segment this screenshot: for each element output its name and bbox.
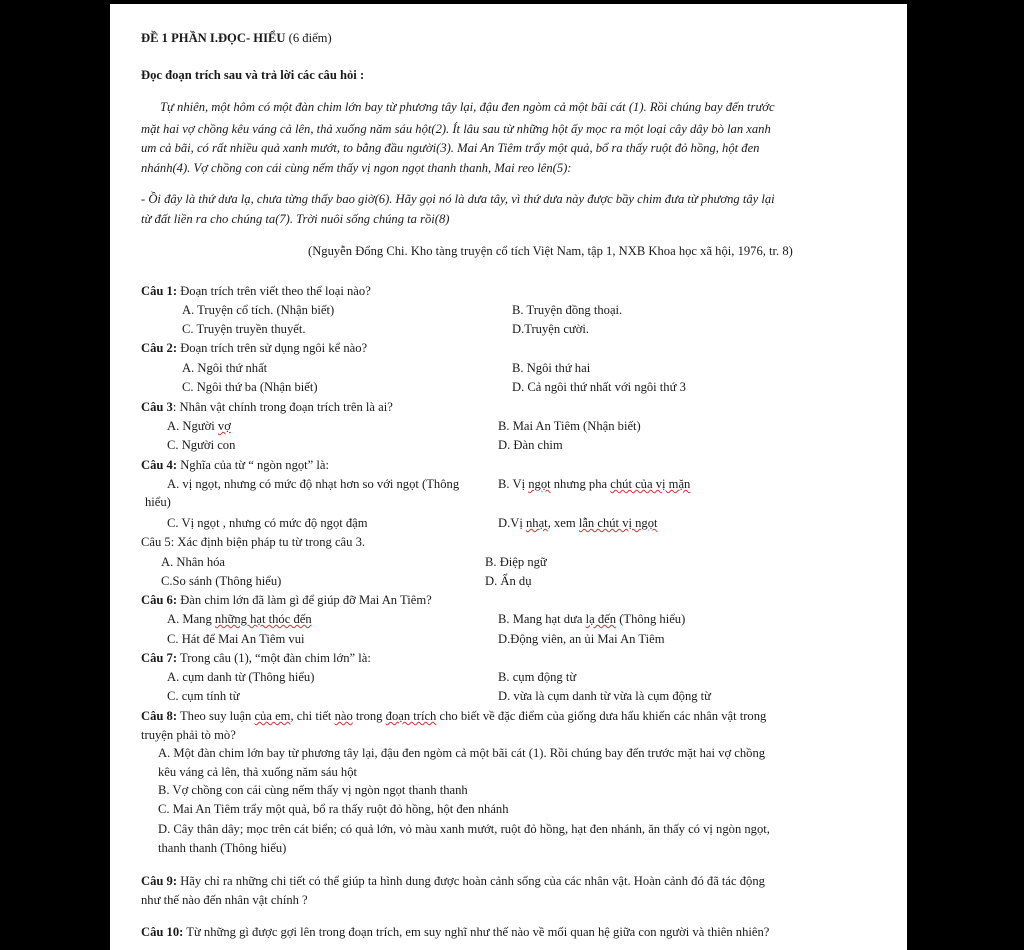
question-5: Câu 5: Xác định biện pháp tu từ trong câu 3.: [141, 535, 366, 549]
answer-option: A. Mang những hạt thóc đến: [167, 612, 312, 626]
answer-option: B. Truyện đồng thoại.: [512, 303, 623, 317]
answer-option: C. Ngôi thứ ba (Nhận biết): [182, 380, 318, 394]
answer-option: C.So sánh (Thông hiểu): [161, 574, 282, 588]
answer-option: B. Mai An Tiêm (Nhận biết): [498, 419, 641, 433]
answer-option: C. Hát để Mai An Tiêm vui: [167, 632, 305, 646]
passage-line: Tự nhiên, một hôm có một đàn chim lớn bay từ phương tây lại, đậu đen ngòm cả một bãi cát (1). Rồi chúng bay đến trước: [160, 100, 775, 114]
passage-line: nhánh(4). Vợ chồng con cái cùng nếm thấy vị ngon ngọt thanh thanh, Mai reo lên(5):: [141, 161, 572, 175]
passage-source: (Nguyễn Đổng Chi. Kho tàng truyện cổ tích Việt Nam, tập 1, NXB Khoa học xã hội, 1976, tr. 8): [308, 244, 793, 258]
exam-title: ĐỀ 1 PHẦN I.ĐỌC- HIỂU (6 điểm): [141, 31, 332, 45]
question-7: Câu 7: Trong câu (1), “một đàn chim lớn” là:: [141, 651, 371, 665]
exam-document: [110, 4, 907, 950]
question-8: Câu 8: Theo suy luận của em, chi tiết nào trong đoạn trích cho biết về đặc điểm của giống dưa hấu khiến các nhân vật trong: [141, 709, 767, 723]
question-9: Câu 9: Hãy chỉ ra những chi tiết có thể giúp ta hình dung được hoàn cảnh sống của các nhân vật. Hoàn cảnh đó đã tác động: [141, 874, 765, 888]
answer-option: C. Truyện truyền thuyết.: [182, 322, 306, 336]
answer-option: B. Mang hạt dưa lạ đến (Thông hiểu): [498, 612, 686, 626]
answer-option: D. Đàn chim: [498, 438, 563, 452]
answer-option: D. vừa là cụm danh từ vừa là cụm động từ: [498, 689, 712, 703]
answer-option: A. Nhân hóa: [161, 555, 226, 569]
question-6: Câu 6: Đàn chim lớn đã làm gì để giúp đỡ Mai An Tiêm?: [141, 593, 432, 607]
answer-option: A. Một đàn chim lớn bay từ phương tây lại, đậu đen ngòm cả một bãi cát (1). Rồi chúng bay đến trước mặt hai vợ chồng: [158, 746, 766, 760]
document-page: [110, 4, 907, 950]
answer-option: C. cụm tính từ: [167, 689, 240, 703]
answer-option-continued: thanh thanh (Thông hiểu): [158, 841, 287, 855]
answer-option: A. cụm danh từ (Thông hiểu): [167, 670, 315, 684]
question-8-continued: truyện phải tò mò?: [141, 728, 236, 742]
passage-line: - Ồi đây là thứ dưa lạ, chưa từng thấy bao giờ(6). Hãy gọi nó là dưa tây, vì thứ dưa này được bầy chim đưa từ phương tây lại: [141, 192, 775, 206]
answer-option: C. Người con: [167, 438, 236, 452]
answer-option: C. Vị ngọt , nhưng có mức độ ngọt đậm: [167, 516, 368, 530]
answer-option-continued: kêu váng cả lên, thả xuống năm sáu hột: [158, 765, 357, 779]
passage-line: từ đất liền ra cho chúng ta(7). Trời nuôi sống chúng ta rồi(8): [141, 212, 450, 226]
question-2: Câu 2: Đoạn trích trên sử dụng ngôi kể nào?: [141, 341, 368, 355]
answer-option: D.Truyện cười.: [512, 322, 590, 336]
answer-option: A. Truyện cổ tích. (Nhận biết): [182, 303, 335, 317]
answer-option: D. Cả ngôi thứ nhất với ngôi thứ 3: [512, 380, 686, 394]
question-4: Câu 4: Nghĩa của từ “ ngòn ngọt” là:: [141, 458, 330, 472]
passage-line: mặt hai vợ chồng kêu váng cả lên, thả xuống năm sáu hột(2). Ít lâu sau từ những hột ấy mọc ra một loại cây dây bò lan xanh: [141, 122, 771, 136]
passage-line: um cả bãi, có rất nhiều quả xanh mướt, to bằng đầu người(3). Mai An Tiêm trẩy một quả, bổ ra thấy ruột đỏ hồng, hột đen: [141, 141, 760, 155]
answer-option: D. Ẩn dụ: [485, 574, 532, 588]
answer-option: D.Vị nhạt, xem lẫn chút vị ngọt: [498, 516, 658, 530]
answer-option-continued: hiểu): [145, 495, 171, 509]
answer-option: D.Động viên, an ủi Mai An Tiêm: [498, 632, 665, 646]
answer-option: D. Cây thân dây; mọc trên cát biển; có quả lớn, vỏ màu xanh mướt, ruột đỏ hồng, hạt đen nhánh, ăn thấy có vị ngòn ngọt,: [158, 822, 770, 836]
answer-option: C. Mai An Tiêm trẩy một quả, bổ ra thấy ruột đỏ hồng, hột đen nhánh: [158, 802, 509, 816]
answer-option: A. Người vợ: [167, 419, 231, 433]
question-3: Câu 3: Nhân vật chính trong đoạn trích trên là ai?: [141, 400, 393, 414]
answer-option: A. vị ngọt, nhưng có mức độ nhạt hơn so với ngọt (Thông: [167, 477, 460, 491]
answer-option: B. Vợ chồng con cái cùng nếm thấy vị ngòn ngọt thanh thanh: [158, 783, 468, 797]
answer-option: A. Ngôi thứ nhất: [182, 361, 268, 375]
question-10: Câu 10: Từ những gì được gợi lên trong đoạn trích, em suy nghĩ như thế nào về mối quan hệ giữa con người và thiên nhiên?: [141, 925, 770, 939]
question-9-continued: như thế nào đến nhân vật chính ?: [141, 893, 308, 907]
answer-option: B. Điệp ngữ: [485, 555, 547, 569]
question-1: Câu 1: Đoạn trích trên viết theo thể loại nào?: [141, 284, 371, 298]
answer-option: B. Ngôi thứ hai: [512, 361, 591, 375]
instruction: Đọc đoạn trích sau và trả lời các câu hỏi :: [141, 68, 365, 82]
answer-option: B. Vị ngọt nhưng pha chút của vị mặn: [498, 477, 691, 491]
answer-option: B. cụm động từ: [498, 670, 577, 684]
